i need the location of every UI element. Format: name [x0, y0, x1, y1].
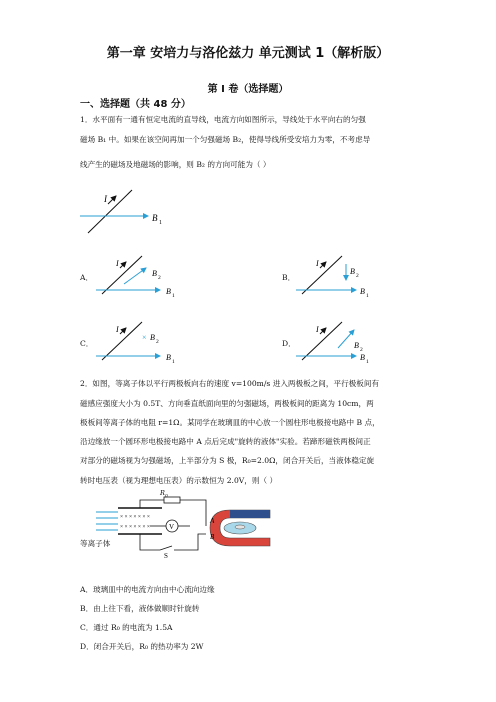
q1-option-b-label: B．: [282, 273, 296, 282]
b2-into-page-c: ×: [142, 333, 147, 342]
plasma-label: 等离子体: [80, 539, 111, 548]
document-title: 第一章 安培力与洛伦兹力 单元测试 1（解析版）: [106, 46, 390, 61]
q1-option-c-figure: [96, 318, 196, 364]
q2-option-a: A．玻璃皿中的电流方向由中心流向边缘: [80, 585, 215, 594]
switch-s: [160, 546, 172, 550]
svg-text:I: I: [316, 325, 319, 334]
svg-text:1: 1: [366, 359, 369, 364]
svg-text:B: B: [166, 353, 171, 362]
section-heading: 一、选择题（共 48 分）: [80, 99, 191, 110]
q1-option-d-label: D．: [282, 339, 296, 348]
q1-option-a-figure: [96, 254, 196, 300]
svg-text:B: B: [360, 287, 365, 296]
q1-main-figure: [80, 188, 190, 238]
svg-text:B: B: [150, 333, 155, 342]
svg-text:1: 1: [366, 293, 369, 299]
q1-option-b-figure: [292, 254, 392, 300]
q2-line-5: 对部分的磁场视为匀强磁场，上半部分为 S 极，R₀=2.0Ω，闭合开关后，当液体稳定旋: [80, 456, 375, 465]
b2-arrow-d: [338, 330, 354, 348]
svg-text:2: 2: [360, 347, 363, 353]
svg-text:2: 2: [158, 275, 161, 281]
svg-text:B: B: [152, 269, 157, 278]
field-crosses-2: × × × × × × ×: [120, 524, 150, 530]
q1-line-3: 线产生的磁场及地磁场的影响，则 B₂ 的方向可能为（ ）: [80, 160, 271, 169]
volume-heading: 第 I 卷（选择题）: [207, 84, 289, 95]
q2-line-4: 沿边缘放一个圆环形电极接电路中 A 点后完成"旋转的液体"实验。若蹄形磁铁两极间正: [80, 437, 371, 446]
svg-text:V: V: [169, 523, 175, 531]
q2-line-1: 2．如图，等离子体以平行两极板向右的速度 v=100m/s 进入两极板之间，平行极板间有: [80, 379, 380, 388]
svg-text:B: B: [350, 267, 355, 276]
svg-text:B: B: [354, 341, 359, 350]
q1-option-c-label: C．: [80, 339, 94, 348]
q2-line-2: 磁感应强度大小为 0.5T、方向垂直纸面向里的匀强磁场，两极板间的距离为 10cm，两: [80, 399, 374, 408]
r0-label: $R_0$: [160, 489, 168, 500]
q1-line-2: 磁场 B₁ 中。如果在该空间再加一个匀强磁场 B₂，使得导线所受安培力为零，不考虑导: [80, 135, 371, 144]
svg-text:I: I: [316, 259, 319, 268]
q2-line-3: 极板间等离子体的电阻 r=1Ω。某同学在玻璃皿的中心放一个圆柱形电极接电路中 B 点，: [80, 418, 380, 427]
b1-label: B: [152, 213, 158, 223]
current-arrow: [108, 196, 116, 204]
svg-text:I: I: [116, 259, 119, 268]
q1-option-a-label: A．: [80, 273, 94, 282]
svg-text:B: B: [166, 287, 171, 296]
point-a-label: A: [210, 517, 215, 525]
q1-line-1: 1．水平面有一通有恒定电流的直导线，电流方向如图所示，导线处于水平向右的匀强: [80, 115, 366, 124]
b1-subscript: 1: [159, 220, 162, 226]
svg-text:2: 2: [156, 339, 159, 345]
q2-circuit-figure: [80, 496, 280, 562]
q2-option-c: C．通过 R₀ 的电流为 1.5A: [80, 623, 173, 632]
q1-option-d-figure: [292, 318, 392, 364]
current-label: I: [104, 194, 107, 204]
svg-text:1: 1: [172, 293, 175, 299]
point-b-label: B: [210, 533, 215, 541]
q2-option-b: B．由上往下看，液体做顺时针旋转: [80, 604, 200, 613]
field-crosses-1: × × × × × × ×: [120, 514, 150, 520]
wire-line: [88, 190, 132, 233]
q2-line-6: 转时电压表（视为理想电压表）的示数恒为 2.0V，则（ ）: [80, 476, 278, 485]
svg-text:B: B: [360, 353, 365, 362]
switch-label: S: [164, 552, 168, 560]
svg-text:I: I: [116, 325, 119, 334]
svg-text:2: 2: [356, 273, 359, 279]
svg-text:1: 1: [172, 359, 175, 364]
q2-option-d: D．闭合开关后，R₀ 的热功率为 2W: [80, 642, 204, 651]
